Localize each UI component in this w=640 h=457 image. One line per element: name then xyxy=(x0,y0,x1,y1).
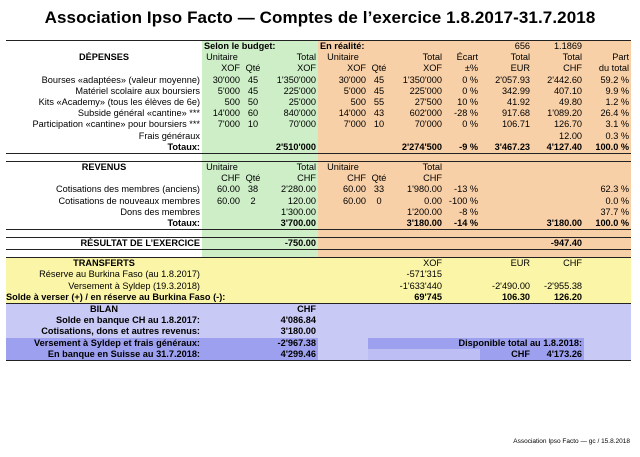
cell: -28 % xyxy=(444,108,480,119)
col-header: XOF xyxy=(202,63,242,74)
cell: 1'200.00 xyxy=(390,207,444,218)
cell: 2'057.93 xyxy=(480,75,532,86)
solde-xof: 69'745 xyxy=(390,292,444,304)
cell: 10 xyxy=(242,119,264,130)
accounts-table xyxy=(6,40,631,361)
rate-2: 1.1869 xyxy=(532,41,584,53)
cell: 60.00 xyxy=(318,195,368,206)
totals-chf2: 3'180.00 xyxy=(532,218,584,230)
depenses-row xyxy=(6,97,631,108)
cell: 60.00 xyxy=(202,195,242,206)
cell: 407.10 xyxy=(532,86,584,97)
col-header: Qté xyxy=(368,63,390,74)
bilan-row-label: Versement à Syldep et frais généraux: xyxy=(6,338,202,349)
transfert-xof: -571'315 xyxy=(390,269,444,280)
cell: 14'000 xyxy=(318,108,368,119)
cell: 45 xyxy=(368,86,390,97)
col-header: EUR xyxy=(480,258,532,270)
cell: 225'000 xyxy=(264,86,318,97)
depenses-header-2 xyxy=(6,63,631,74)
transfert-chf xyxy=(532,269,584,280)
bilan-label: BILAN xyxy=(6,303,202,315)
cell: 45 xyxy=(368,75,390,86)
depenses-row xyxy=(6,75,631,86)
transferts-rows xyxy=(6,269,631,291)
cell: 1'350'000 xyxy=(390,75,444,86)
cell: 1'300.00 xyxy=(264,207,318,218)
totals-eur: 3'467.23 xyxy=(480,142,532,154)
bilan-row-value: -2'967.38 xyxy=(264,338,318,349)
totals-label: Totaux: xyxy=(6,142,202,154)
transfert-xof: -1'633'440 xyxy=(390,281,444,292)
transfert-label: Réserve au Burkina Faso (au 1.8.2017) xyxy=(6,269,202,280)
reality-header: En réalité: xyxy=(318,41,480,53)
cell: 1'350'000 xyxy=(264,75,318,86)
cell: 45 xyxy=(242,86,264,97)
cell: 45 xyxy=(242,75,264,86)
budget-header: Selon le budget: xyxy=(202,41,318,53)
col-header: Total xyxy=(390,161,444,173)
col-header: Part xyxy=(584,52,631,63)
cell: 30'000 xyxy=(318,75,368,86)
cell: 26.4 % xyxy=(584,108,631,119)
cell: 49.80 xyxy=(532,97,584,108)
transfert-chf: -2'955.38 xyxy=(532,281,584,292)
row-label: Cotisations des membres (anciens) xyxy=(6,184,202,195)
bilan-header xyxy=(6,303,631,315)
transferts-solde xyxy=(6,292,631,304)
cell: 0 % xyxy=(444,86,480,97)
depenses-totals xyxy=(6,142,631,154)
spacer xyxy=(6,230,631,238)
cell xyxy=(480,131,532,142)
cell: 1'980.00 xyxy=(390,184,444,195)
cell: 9.9 % xyxy=(584,86,631,97)
cell: 37.7 % xyxy=(584,207,631,218)
cell xyxy=(390,131,444,142)
col-header: CHF xyxy=(532,258,584,270)
col-header: Total xyxy=(390,52,444,63)
resultat-label: RÉSULTAT DE L’EXERCICE xyxy=(6,238,202,250)
col-header: du total xyxy=(584,63,631,74)
cell: 0.3 % xyxy=(584,131,631,142)
totals-xof: 2'274'500 xyxy=(390,142,444,154)
col-header: XOF xyxy=(264,63,318,74)
cell: -13 % xyxy=(444,184,480,195)
totals-label: Totaux: xyxy=(6,218,202,230)
cell: 33 xyxy=(368,184,390,195)
cell xyxy=(480,207,532,218)
col-header: Unitaire xyxy=(318,161,368,173)
row-label: Dons des membres xyxy=(6,207,202,218)
revenus-row xyxy=(6,195,631,206)
row-label: Participation «cantine» pour boursiers *** xyxy=(6,119,202,130)
cell xyxy=(480,195,532,206)
cell: -8 % xyxy=(444,207,480,218)
cell xyxy=(242,131,264,142)
resultat-reel: -947.40 xyxy=(532,238,584,250)
cell: 0 xyxy=(368,195,390,206)
bilan-row xyxy=(6,315,631,326)
cell: 917.68 xyxy=(480,108,532,119)
cell: 10 % xyxy=(444,97,480,108)
bilan-row-label: Solde en banque CH au 1.8.2017: xyxy=(6,315,202,326)
cell: 7'000 xyxy=(202,119,242,130)
cell xyxy=(368,131,390,142)
totals-budget: 3'700.00 xyxy=(264,218,318,230)
cell: 602'000 xyxy=(390,108,444,119)
transferts-row xyxy=(6,281,631,292)
bilan-row-label: En banque en Suisse au 31.7.2018: xyxy=(6,349,202,361)
revenus-row xyxy=(6,184,631,195)
cell: 55 xyxy=(368,97,390,108)
cell xyxy=(318,207,368,218)
cell: 70'000 xyxy=(390,119,444,130)
spacer xyxy=(6,250,631,258)
disponible-value: 4'173.26 xyxy=(532,349,584,361)
bilan-col-header: CHF xyxy=(264,303,318,315)
row-label: Subside général «cantine» *** xyxy=(6,108,202,119)
cell: 10 xyxy=(368,119,390,130)
cell: 5'000 xyxy=(202,86,242,97)
cell: 14'000 xyxy=(202,108,242,119)
cell: 62.3 % xyxy=(584,184,631,195)
cell: 43 xyxy=(368,108,390,119)
cell xyxy=(202,207,242,218)
col-header: Unitaire xyxy=(202,161,242,173)
transfert-label: Versement à Syldep (19.3.2018) xyxy=(6,281,202,292)
col-header: XOF xyxy=(318,63,368,74)
cell: 0 % xyxy=(444,119,480,130)
totals-ecart: -14 % xyxy=(444,218,480,230)
page-title: Association Ipso Facto — Comptes de l’exercice 1.8.2017-31.7.2018 xyxy=(44,8,596,27)
totals-part: 100.0 % xyxy=(584,218,631,230)
bilan-row xyxy=(6,349,631,361)
row-label: Cotisations de nouveaux membres xyxy=(6,195,202,206)
revenus-header-1 xyxy=(6,161,631,173)
revenus-rows xyxy=(6,184,631,218)
cell: 70'000 xyxy=(264,119,318,130)
cell: 60.00 xyxy=(318,184,368,195)
revenus-header-2 xyxy=(6,173,631,184)
transferts-header xyxy=(6,258,631,270)
header-row xyxy=(6,41,631,53)
cell: -100 % xyxy=(444,195,480,206)
rate-1: 656 xyxy=(480,41,532,53)
cell xyxy=(368,207,390,218)
col-header: ±% xyxy=(444,63,480,74)
cell: 1.2 % xyxy=(584,97,631,108)
col-header: Qté xyxy=(242,63,264,74)
cell: 0 % xyxy=(444,75,480,86)
solde-label: Solde à verser (+) / en réserve au Burkina Faso (-): xyxy=(6,292,368,304)
cell xyxy=(480,184,532,195)
cell xyxy=(532,184,584,195)
col-header: Total xyxy=(264,161,318,173)
transfert-eur: -2'490.00 xyxy=(480,281,532,292)
spacer xyxy=(6,153,631,161)
cell: 30'000 xyxy=(202,75,242,86)
col-header: Unitaire xyxy=(318,52,368,63)
bilan-row xyxy=(6,326,631,337)
cell xyxy=(242,207,264,218)
col-header: CHF xyxy=(532,63,584,74)
cell: 59.2 % xyxy=(584,75,631,86)
row-label: Matériel scolaire aux boursiers xyxy=(6,86,202,97)
cell: 500 xyxy=(202,97,242,108)
resultat-row xyxy=(6,238,631,250)
footer-note: Association Ipso Facto — gc / 15.8.2018 xyxy=(513,438,630,445)
cell: 840'000 xyxy=(264,108,318,119)
totals-chf: 4'127.40 xyxy=(532,142,584,154)
cell: 25'000 xyxy=(264,97,318,108)
col-header: Unitaire xyxy=(202,52,242,63)
totals-budget: 2'510'000 xyxy=(264,142,318,154)
bilan-row-value: 4'086.84 xyxy=(264,315,318,326)
transfert-eur xyxy=(480,269,532,280)
solde-eur: 106.30 xyxy=(480,292,532,304)
bilan-row-value: 4'299.46 xyxy=(264,349,318,361)
col-header: CHF xyxy=(390,173,444,184)
solde-chf: 126.20 xyxy=(532,292,584,304)
totals-part: 100.0 % xyxy=(584,142,631,154)
cell xyxy=(532,195,584,206)
totals-chf: 3'180.00 xyxy=(390,218,444,230)
cell: 50 xyxy=(242,97,264,108)
depenses-rows xyxy=(6,75,631,142)
bilan-row-value: 3'180.00 xyxy=(264,326,318,337)
cell: 3.1 % xyxy=(584,119,631,130)
revenus-totals xyxy=(6,218,631,230)
col-header: Qté xyxy=(368,173,390,184)
transferts-label: TRANSFERTS xyxy=(6,258,202,270)
cell: 38 xyxy=(242,184,264,195)
cell: 126.70 xyxy=(532,119,584,130)
row-label: Bourses «adaptées» (valeur moyenne) xyxy=(6,75,202,86)
col-header: Total xyxy=(480,52,532,63)
disponible-currency: CHF xyxy=(480,349,532,361)
col-header: Écart xyxy=(444,52,480,63)
disponible-label: Disponible total au 1.8.2018: xyxy=(368,338,584,349)
row-label: Frais généraux xyxy=(6,131,202,142)
cell: 27'500 xyxy=(390,97,444,108)
depenses-row xyxy=(6,119,631,130)
transferts-row xyxy=(6,269,631,280)
cell xyxy=(318,131,368,142)
depenses-label: DÉPENSES xyxy=(6,52,202,63)
depenses-header-1 xyxy=(6,52,631,63)
col-header: Total xyxy=(532,52,584,63)
cell xyxy=(532,207,584,218)
resultat-budget: -750.00 xyxy=(264,238,318,250)
cell: 12.00 xyxy=(532,131,584,142)
totals-ecart: -9 % xyxy=(444,142,480,154)
col-header: CHF xyxy=(202,173,242,184)
col-header: Qté xyxy=(242,173,264,184)
cell: 500 xyxy=(318,97,368,108)
row-label: Kits «Academy» (tous les élèves de 6e) xyxy=(6,97,202,108)
bilan-row xyxy=(6,338,631,349)
revenus-label: REVENUS xyxy=(6,161,202,173)
cell: 5'000 xyxy=(318,86,368,97)
cell: 2 xyxy=(242,195,264,206)
cell: 120.00 xyxy=(264,195,318,206)
depenses-row xyxy=(6,86,631,97)
cell xyxy=(264,131,318,142)
cell: 342.99 xyxy=(480,86,532,97)
cell xyxy=(202,131,242,142)
cell: 60 xyxy=(242,108,264,119)
col-header: Total xyxy=(264,52,318,63)
cell: 1'089.20 xyxy=(532,108,584,119)
cell: 7'000 xyxy=(318,119,368,130)
cell xyxy=(444,131,480,142)
cell: 2'280.00 xyxy=(264,184,318,195)
depenses-row xyxy=(6,131,631,142)
cell: 0.00 xyxy=(390,195,444,206)
col-header: XOF xyxy=(390,63,444,74)
revenus-row xyxy=(6,207,631,218)
cell: 106.71 xyxy=(480,119,532,130)
depenses-row xyxy=(6,108,631,119)
cell: 2'442.60 xyxy=(532,75,584,86)
cell: 0.0 % xyxy=(584,195,631,206)
bilan-row-label: Cotisations, dons et autres revenus: xyxy=(6,326,202,337)
accounts-sheet xyxy=(6,40,631,361)
col-header: XOF xyxy=(390,258,444,270)
cell: 60.00 xyxy=(202,184,242,195)
col-header: CHF xyxy=(318,173,368,184)
cell: 225'000 xyxy=(390,86,444,97)
col-header: EUR xyxy=(480,63,532,74)
col-header: CHF xyxy=(264,173,318,184)
cell: 41.92 xyxy=(480,97,532,108)
